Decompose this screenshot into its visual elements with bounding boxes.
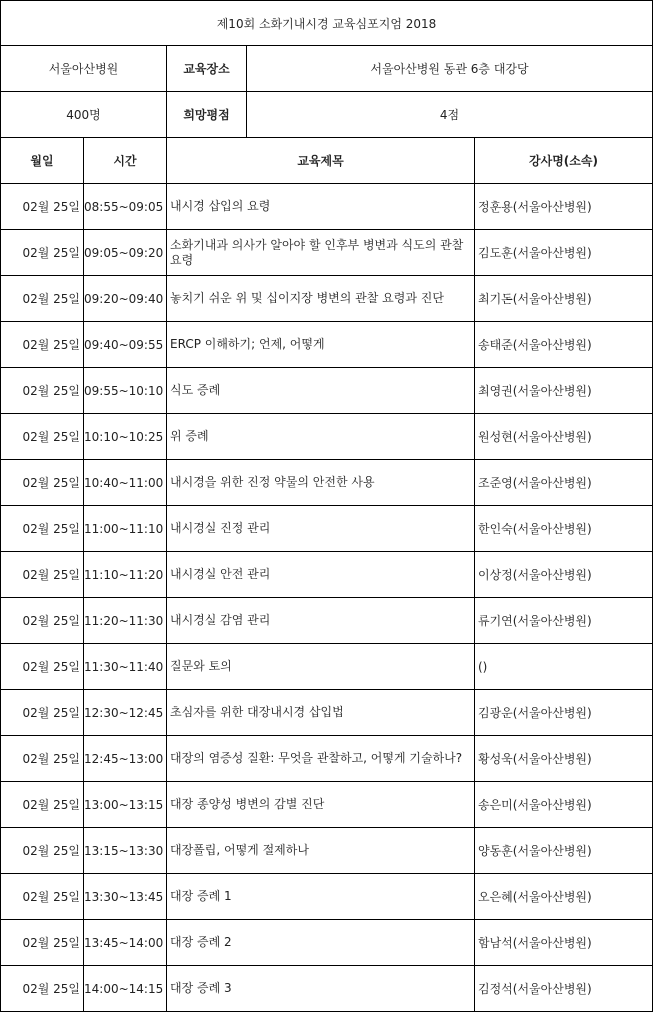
table-row — [1, 552, 653, 598]
row-topic: 대장 증례 2 — [167, 920, 475, 966]
row-date: 02월 25일 — [1, 782, 84, 828]
row-time: 14:00~14:15 — [84, 966, 167, 1012]
row-topic: 초심자를 위한 대장내시경 삽입법 — [167, 690, 475, 736]
row-speaker: 류기연(서울아산병원) — [475, 598, 653, 644]
venue-value: 서울아산병원 동관 6층 대강당 — [247, 46, 653, 92]
row-speaker: 조준영(서울아산병원) — [475, 460, 653, 506]
row-date: 02월 25일 — [1, 874, 84, 920]
row-time: 12:45~13:00 — [84, 736, 167, 782]
row-topic: 대장폴립, 어떻게 절제하나 — [167, 828, 475, 874]
table-header-row — [1, 138, 653, 184]
row-speaker: 함남석(서울아산병원) — [475, 920, 653, 966]
title-row — [1, 1, 653, 46]
table-row — [1, 276, 653, 322]
row-speaker: 황성욱(서울아산병원) — [475, 736, 653, 782]
row-time: 13:30~13:45 — [84, 874, 167, 920]
row-speaker: () — [475, 644, 653, 690]
table-row — [1, 644, 653, 690]
row-topic: 내시경실 감염 관리 — [167, 598, 475, 644]
row-date: 02월 25일 — [1, 322, 84, 368]
row-topic: 대장 증례 3 — [167, 966, 475, 1012]
row-time: 13:15~13:30 — [84, 828, 167, 874]
row-speaker: 송태준(서울아산병원) — [475, 322, 653, 368]
row-speaker: 양동훈(서울아산병원) — [475, 828, 653, 874]
row-date: 02월 25일 — [1, 920, 84, 966]
row-time: 13:45~14:00 — [84, 920, 167, 966]
row-speaker: 원성현(서울아산병원) — [475, 414, 653, 460]
row-time: 11:30~11:40 — [84, 644, 167, 690]
row-topic: 놓치기 쉬운 위 및 십이지장 병변의 관찰 요령과 진단 — [167, 276, 475, 322]
row-time: 09:05~09:20 — [84, 230, 167, 276]
table-row — [1, 460, 653, 506]
table-row — [1, 828, 653, 874]
row-date: 02월 25일 — [1, 552, 84, 598]
table-row — [1, 874, 653, 920]
row-speaker: 송은미(서울아산병원) — [475, 782, 653, 828]
table-row — [1, 736, 653, 782]
row-topic: 대장 종양성 병변의 감별 진단 — [167, 782, 475, 828]
row-date: 02월 25일 — [1, 230, 84, 276]
row-topic: 내시경 삽입의 요령 — [167, 184, 475, 230]
row-speaker: 정훈용(서울아산병원) — [475, 184, 653, 230]
row-topic: 내시경실 진정 관리 — [167, 506, 475, 552]
row-time: 11:10~11:20 — [84, 552, 167, 598]
table-row — [1, 414, 653, 460]
table-row — [1, 230, 653, 276]
row-date: 02월 25일 — [1, 184, 84, 230]
row-date: 02월 25일 — [1, 598, 84, 644]
row-speaker: 최영권(서울아산병원) — [475, 368, 653, 414]
row-topic: 식도 증례 — [167, 368, 475, 414]
row-time: 08:55~09:05 — [84, 184, 167, 230]
header-time: 시간 — [84, 138, 167, 184]
table-row — [1, 506, 653, 552]
table-row — [1, 782, 653, 828]
header-topic: 교육제목 — [167, 138, 475, 184]
capacity-value: 400명 — [1, 92, 167, 138]
row-speaker: 김광운(서울아산병원) — [475, 690, 653, 736]
row-speaker: 한인숙(서울아산병원) — [475, 506, 653, 552]
row-time: 13:00~13:15 — [84, 782, 167, 828]
row-date: 02월 25일 — [1, 736, 84, 782]
row-time: 11:20~11:30 — [84, 598, 167, 644]
table-row — [1, 368, 653, 414]
row-time: 12:30~12:45 — [84, 690, 167, 736]
row-date: 02월 25일 — [1, 690, 84, 736]
row-topic: 질문와 토의 — [167, 644, 475, 690]
table-row — [1, 322, 653, 368]
row-date: 02월 25일 — [1, 368, 84, 414]
row-topic: 내시경실 안전 관리 — [167, 552, 475, 598]
row-topic: ERCP 이해하기; 언제, 어떻게 — [167, 322, 475, 368]
row-topic: 대장 증례 1 — [167, 874, 475, 920]
host-name: 서울아산병원 — [1, 46, 167, 92]
row-topic: 소화기내과 의사가 알아야 할 인후부 병변과 식도의 관찰요령 — [167, 230, 475, 276]
row-speaker: 최기돈(서울아산병원) — [475, 276, 653, 322]
table-row — [1, 966, 653, 1012]
row-time: 11:00~11:10 — [84, 506, 167, 552]
row-time: 09:55~10:10 — [84, 368, 167, 414]
row-speaker: 김도훈(서울아산병원) — [475, 230, 653, 276]
row-date: 02월 25일 — [1, 276, 84, 322]
page-title: 제10회 소화기내시경 교육심포지엄 2018 — [1, 1, 653, 46]
info-row-capacity — [1, 92, 653, 138]
row-speaker: 이상정(서울아산병원) — [475, 552, 653, 598]
row-speaker: 오은혜(서울아산병원) — [475, 874, 653, 920]
table-row — [1, 920, 653, 966]
info-row-venue — [1, 46, 653, 92]
row-time: 10:40~11:00 — [84, 460, 167, 506]
row-time: 09:40~09:55 — [84, 322, 167, 368]
score-value: 4점 — [247, 92, 653, 138]
row-topic: 대장의 염증성 질환: 무엇을 관찰하고, 어떻게 기술하나? — [167, 736, 475, 782]
row-date: 02월 25일 — [1, 414, 84, 460]
table-row — [1, 598, 653, 644]
row-date: 02월 25일 — [1, 644, 84, 690]
row-time: 10:10~10:25 — [84, 414, 167, 460]
table-row — [1, 184, 653, 230]
row-date: 02월 25일 — [1, 460, 84, 506]
header-date: 월일 — [1, 138, 84, 184]
row-date: 02월 25일 — [1, 828, 84, 874]
row-date: 02월 25일 — [1, 506, 84, 552]
row-date: 02월 25일 — [1, 966, 84, 1012]
header-speaker: 강사명(소속) — [475, 138, 653, 184]
row-time: 09:20~09:40 — [84, 276, 167, 322]
row-speaker: 김정석(서울아산병원) — [475, 966, 653, 1012]
score-label: 희망평점 — [167, 92, 247, 138]
row-topic: 위 증례 — [167, 414, 475, 460]
venue-label: 교육장소 — [167, 46, 247, 92]
row-topic: 내시경을 위한 진정 약물의 안전한 사용 — [167, 460, 475, 506]
table-row — [1, 690, 653, 736]
